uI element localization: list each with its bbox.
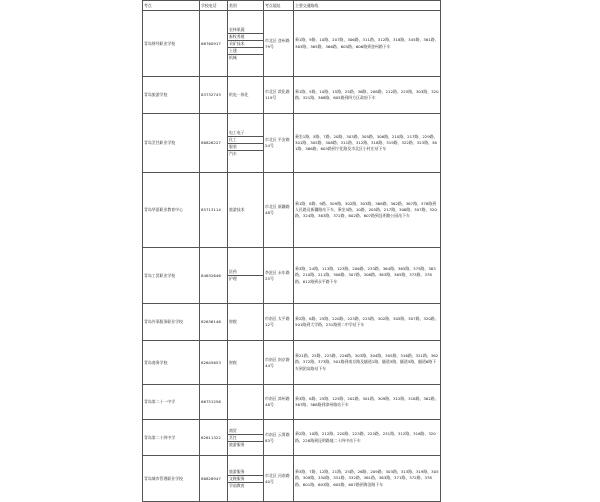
category-item — [228, 34, 263, 41]
address-cell: 市北区 新疆路 48号 — [264, 173, 294, 248]
category-cell — [228, 173, 264, 248]
category-item — [228, 469, 263, 476]
table-row — [143, 456, 441, 502]
school-name-cell: 青岛第二十一中学 — [143, 385, 200, 420]
category-label: 汽车 — [229, 150, 237, 156]
category-item — [228, 41, 263, 48]
school-name-cell: 青岛财经职业学校 — [143, 11, 200, 77]
school-name-cell: 青岛第二十四中学 — [143, 420, 200, 456]
category-label: 医药 — [229, 269, 237, 274]
category-item — [228, 269, 263, 276]
table-row — [143, 385, 441, 420]
address-cell: 市南区 太平路 12号 — [264, 304, 294, 341]
header-category: 类别 — [228, 1, 264, 11]
transit-cell: 乘3路、8路、25路、125路、202路、301路、309路、312路、316路、362路、367路、368路到漳州路站下车 — [294, 385, 441, 420]
category-item — [228, 92, 263, 98]
category-label: 机械 — [229, 54, 237, 60]
header-address: 考点地址 — [264, 1, 294, 11]
category-label: 服装 — [229, 143, 237, 149]
category-label: 畜牧养殖 — [229, 33, 245, 39]
header-exam-site: 考点 — [143, 1, 200, 11]
address-cell: 市北区 敦化路 119号 — [264, 77, 294, 114]
category-item — [228, 144, 263, 151]
table-row — [143, 420, 441, 456]
table-row — [143, 173, 441, 248]
school-name-cell: 青岛烹饪职业学校 — [143, 114, 200, 173]
category-cell — [228, 304, 264, 341]
phone-cell: 82636146 — [200, 304, 228, 341]
address-cell: 市南区 漳州路 48号 — [264, 385, 294, 420]
category-item — [228, 428, 263, 435]
address-cell: 李沧区 永年路 25号 — [264, 248, 294, 304]
category-item — [228, 207, 263, 213]
category-item — [228, 476, 263, 483]
category-label: 烹饪 — [229, 434, 237, 440]
category-item — [228, 483, 263, 489]
category-label: 学前教育 — [229, 482, 245, 488]
transit-cell: 乘1路、8路、9路、309路、302路、303路、368路、362路、367路、378路到人民路及新疆路站下车，乘坐5路、10路、205路、217路、306路、307路、320路、324路、363路、372路、602路、607路到昆明路公园站下车 — [294, 173, 441, 248]
address-cell: 市南区 云霄路 83号 — [264, 420, 294, 456]
category-item — [228, 435, 263, 442]
category-cell — [228, 341, 264, 385]
category-label: 土建 — [229, 47, 237, 53]
category-cell — [228, 420, 264, 456]
table-row — [143, 77, 441, 114]
category-item — [228, 130, 263, 137]
category-label: 电工电子 — [229, 129, 245, 135]
category-cell — [228, 11, 264, 77]
category-label: 商贸 — [229, 427, 237, 433]
school-name-cell: 青岛华夏职业教育中心 — [143, 173, 200, 248]
table-row — [143, 248, 441, 304]
phone-cell: 83732743 — [200, 77, 228, 114]
transit-cell: 乘2路、8路、25路、220路、223路、225路、302路、305路、307路、320路、501路到大学路、231路到二中学站下车 — [294, 304, 441, 341]
category-cell — [228, 248, 264, 304]
address-cell: 市南区 南京路 44号 — [264, 341, 294, 385]
phone-cell: 85713114 — [200, 173, 228, 248]
school-name-cell: 青岛商务学校 — [143, 341, 200, 385]
transit-cell: 乘1路、5路、10路、15路、25路、36路、208路、212路、225路、303路、320路、321路、368路、605路到四方区政府下车 — [294, 77, 441, 114]
exam-sites-table — [142, 0, 441, 502]
category-cell — [228, 456, 264, 502]
category-label: 农林果蔬 — [229, 26, 245, 32]
address-cell: 市北区 河南路 40号 — [264, 456, 294, 502]
category-label: 文秘服务 — [229, 475, 245, 481]
category-item — [228, 151, 263, 157]
table-row — [143, 114, 441, 173]
category-item — [228, 137, 263, 144]
category-label: 采矿技术 — [229, 40, 245, 46]
category-cell — [228, 385, 264, 420]
school-name-cell: 青岛工贸职业学校 — [143, 248, 200, 304]
table-row — [143, 304, 441, 341]
category-label: 化工 — [229, 136, 237, 142]
school-name-cell: 青岛外事服务职业学校 — [143, 304, 200, 341]
phone-cell: 66760917 — [200, 11, 228, 77]
table-row — [143, 11, 441, 77]
table-row — [143, 341, 441, 385]
category-label: 旅游技术 — [229, 207, 245, 212]
transit-cell: 乘1路、9路、10路、207路、306路、311路、312路、318路、345路、361路、363路、365路、366路、605路、606路到登州路下车 — [294, 11, 441, 77]
header-transit: 主要交通路线 — [294, 1, 441, 11]
header-phone: 学校电话 — [200, 1, 228, 11]
transit-cell: 乘21路、25路、223路、226路、303路、304路、305路、316路、321路、362路、372路、373路、501路到南京路及隧道1路、隧道3路、隧道5路、隧道6路下车到团岛路站下车 — [294, 341, 441, 385]
category-item — [228, 27, 263, 34]
category-item — [228, 276, 263, 282]
phone-cell: 84632646 — [200, 248, 228, 304]
category-cell — [228, 114, 264, 173]
category-cell — [228, 77, 264, 114]
category-item — [228, 48, 263, 55]
category-label: 财税 — [229, 359, 237, 365]
category-label: 机电一体化 — [229, 92, 249, 97]
phone-cell: 86828947 — [200, 456, 228, 502]
phone-cell: 86826227 — [200, 114, 228, 173]
address-cell: 市北区 平安路 24号 — [264, 114, 294, 173]
category-item — [228, 319, 263, 325]
transit-cell: 乘3路、24路、113路、123路、206路、233路、364路、365路、375路、383路、210路、211路、306路、307路、308路、363路、365路、373路、378路、612路到永平路下车 — [294, 248, 441, 304]
phone-cell: 82611322 — [200, 420, 228, 456]
school-name-cell: 青岛旅游学校 — [143, 77, 200, 114]
table-header-row — [143, 1, 441, 11]
phone-cell: 66751256 — [200, 385, 228, 420]
category-item — [228, 442, 263, 448]
category-item — [228, 55, 263, 61]
category-label: 旅游服务 — [229, 441, 245, 447]
category-label: 旅游服务 — [229, 468, 245, 474]
category-item — [228, 360, 263, 366]
transit-cell: 乘3路、7路、12路、21路、25路、26路、209路、303路、313路、319路、305路、309路、330路、331路、332路、361路、363路、371路、372路、378路、601路、603路、605路、607路到海泊路下车 — [294, 456, 441, 502]
phone-cell: 82645653 — [200, 341, 228, 385]
document-page — [142, 0, 440, 488]
category-label: 护理 — [229, 276, 237, 281]
address-cell: 市北区 登州路 79号 — [264, 11, 294, 77]
transit-cell: 乘坐1路、5路、7路、20路、303路、305路、306路、210路、217路、229路、301路、305路、308路、311路、312路、318路、319路、322路、323路、361路、366路、603路到宁化路及市北区小村庄站下车 — [294, 114, 441, 173]
school-name-cell: 青岛城市管理职业学校 — [143, 456, 200, 502]
transit-cell: 乘2路、10路、212路、220路、223路、225路、231路、312路、316路、320路、228路到昆明路地二十四中站下车 — [294, 420, 441, 456]
category-label: 财税 — [229, 319, 237, 324]
